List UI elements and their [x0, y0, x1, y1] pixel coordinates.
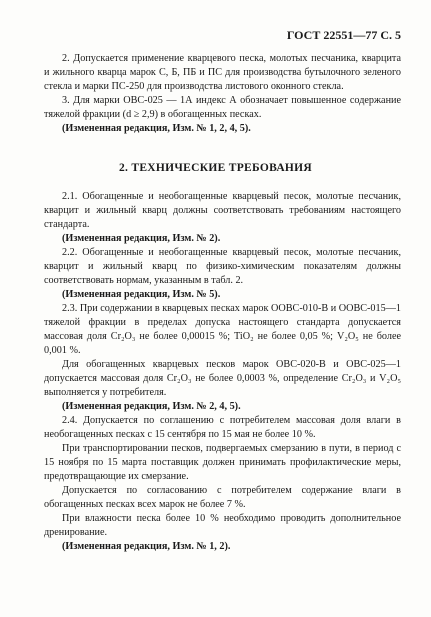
paragraph-2-4-moisture: Допускается по согласованию с потребителем содержание влаги в обогащенных песках всех марок не более 7 %.	[44, 485, 401, 510]
paragraph-2-2: 2.2. Обогащенные и необогащенные кварцевый песок, молотые песчаник, кварцит и жильный кварц по физико-химическим показателям должны соответствовать нормам, указанным в табл. 2.	[44, 247, 401, 286]
paragraph-2-3-cont: Для обогащенных кварцевых песков марок ОВС-020-В и ОВС-025—1 допускается массовая доля Cr₂O₃ не более 0,0003 %, определение Cr₂O₃ и V₂O₅ выполняется у потребителя.	[44, 359, 401, 398]
amendment-2-1: (Измененная редакция, Изм. № 2).	[62, 233, 221, 244]
page-header: ГОСТ 22551—77 С. 5	[286, 28, 401, 42]
paragraph-2-4-transport: При транспортировании песков, подвергаемых смерзанию в пути, в период с 15 ноября по 15 марта поставщик должен принимать профилактические меры, предотвращающие их смерзание.	[44, 443, 401, 482]
note-amendment: (Измененная редакция, Изм. № 1, 2, 4, 5).	[62, 123, 251, 134]
amendment-2-4: (Измененная редакция, Изм. № 1, 2).	[62, 541, 231, 552]
requirements-block	[44, 190, 401, 554]
amendment-2-2: (Измененная редакция, Изм. № 5).	[62, 289, 221, 300]
paragraph-2-1: 2.1. Обогащенные и необогащенные кварцевый песок, молотые песчаник, кварцит и жильный кварц должны соответствовать требованиям настоящего стандарта.	[44, 191, 401, 230]
note-3: 3. Для марки ОВС-025 — 1А индекс А обозначает повышенное содержание тяжелой фракции (d ≥ 2,9) в обогащенных песках.	[44, 95, 401, 120]
paragraph-2-4: 2.4. Допускается по соглашению с потребителем массовая доля влаги в необогащенных песках с 15 сентября по 15 мая не более 10 %.	[44, 415, 401, 440]
note-2: 2. Допускается применение кварцевого песка, молотых песчаника, кварцита и жильного кварца марок С, Б, ПБ и ПС для производства бутылочного зеленого стекла и марки ПС-250 для производства листового оконного стекла.	[44, 53, 401, 92]
paragraph-2-3: 2.3. При содержании в кварцевых песках марок ООВС-010-В и ООВС-015—1 тяжелой фракции в пределах допуска настоящего стандарта допускается массовая доля Cr₂O₃ не более 0,00015 %; TiO₂ не более 0,05 %; V₂O₅ не более 0,001 %.	[44, 303, 401, 356]
section-title: 2. ТЕХНИЧЕСКИЕ ТРЕБОВАНИЯ	[118, 162, 313, 174]
paragraph-2-4-drainage: При влажности песка более 10 % необходимо проводить дополнительное дренирование.	[44, 513, 401, 538]
notes-block	[44, 52, 401, 136]
amendment-2-3: (Измененная редакция, Изм. № 2, 4, 5).	[62, 401, 241, 412]
